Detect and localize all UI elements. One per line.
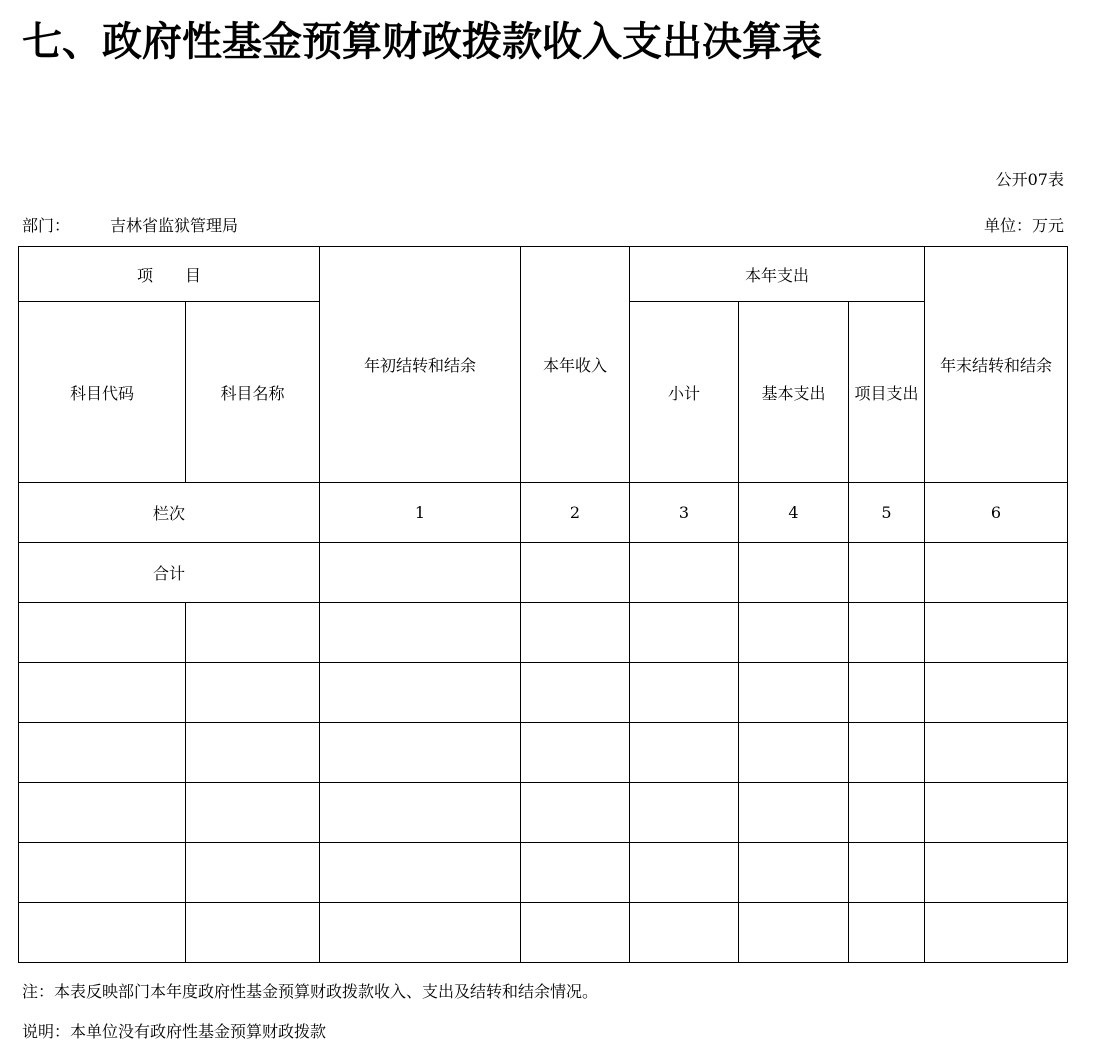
table-cell bbox=[849, 843, 925, 903]
table-cell bbox=[186, 783, 320, 843]
table-cell bbox=[630, 903, 739, 963]
total-label: 合计 bbox=[19, 543, 320, 603]
table-cell bbox=[925, 843, 1068, 903]
table-explanation: 说明：本单位没有政府性基金预算财政拨款 bbox=[22, 1022, 327, 1041]
table-cell bbox=[849, 663, 925, 723]
table-cell bbox=[521, 723, 630, 783]
table-cell bbox=[630, 543, 739, 603]
department-label: 部门： bbox=[22, 216, 71, 235]
table-cell bbox=[521, 663, 630, 723]
table-cell bbox=[925, 663, 1068, 723]
column-number: 1 bbox=[320, 483, 521, 543]
table-cell bbox=[521, 543, 630, 603]
table-cell bbox=[521, 903, 630, 963]
header-project-expense: 项目支出 bbox=[849, 302, 925, 483]
table-cell bbox=[320, 663, 521, 723]
table-cell bbox=[521, 603, 630, 663]
table-cell bbox=[849, 543, 925, 603]
header-income: 本年收入 bbox=[521, 247, 630, 483]
table-cell bbox=[186, 663, 320, 723]
table-cell bbox=[739, 903, 849, 963]
total-row bbox=[19, 543, 1068, 603]
budget-table bbox=[18, 246, 1068, 963]
table-cell bbox=[630, 723, 739, 783]
table-row bbox=[19, 663, 1068, 723]
table-cell bbox=[186, 603, 320, 663]
table-cell bbox=[739, 663, 849, 723]
table-cell bbox=[925, 543, 1068, 603]
page-title: 七、政府性基金预算财政拨款收入支出决算表 bbox=[22, 19, 822, 65]
department-row bbox=[22, 213, 238, 236]
header-subtotal: 小计 bbox=[630, 302, 739, 483]
column-number: 6 bbox=[925, 483, 1068, 543]
header-code: 科目代码 bbox=[19, 302, 186, 483]
table-row bbox=[19, 603, 1068, 663]
table-cell bbox=[739, 543, 849, 603]
table-cell bbox=[630, 663, 739, 723]
table-cell bbox=[849, 783, 925, 843]
table-cell bbox=[320, 843, 521, 903]
table-cell bbox=[849, 903, 925, 963]
table-cell bbox=[320, 543, 521, 603]
table-cell bbox=[186, 723, 320, 783]
table-cell bbox=[925, 723, 1068, 783]
column-number: 2 bbox=[521, 483, 630, 543]
table-cell bbox=[19, 843, 186, 903]
table-cell bbox=[925, 903, 1068, 963]
table-cell bbox=[320, 603, 521, 663]
table-cell bbox=[186, 903, 320, 963]
table-cell bbox=[739, 723, 849, 783]
table-cell bbox=[630, 603, 739, 663]
header-item: 项 目 bbox=[19, 247, 320, 302]
header-name: 科目名称 bbox=[186, 302, 320, 483]
table-cell bbox=[739, 603, 849, 663]
table-row bbox=[19, 783, 1068, 843]
column-number: 5 bbox=[849, 483, 925, 543]
table-note: 注：本表反映部门本年度政府性基金预算财政拨款收入、支出及结转和结余情况。 bbox=[22, 982, 599, 1001]
table-cell bbox=[630, 843, 739, 903]
table-row bbox=[19, 723, 1068, 783]
table-cell bbox=[19, 603, 186, 663]
header-end-balance: 年末结转和结余 bbox=[925, 247, 1068, 483]
table-cell bbox=[925, 783, 1068, 843]
table-cell bbox=[739, 843, 849, 903]
table-cell bbox=[320, 783, 521, 843]
table-row bbox=[19, 903, 1068, 963]
table-cell bbox=[19, 903, 186, 963]
table-cell bbox=[521, 843, 630, 903]
table-cell bbox=[19, 783, 186, 843]
column-numbers-label: 栏次 bbox=[19, 483, 320, 543]
column-number: 4 bbox=[739, 483, 849, 543]
table-cell bbox=[320, 903, 521, 963]
table-cell bbox=[739, 783, 849, 843]
unit-label: 单位：万元 bbox=[983, 216, 1064, 235]
table-cell bbox=[630, 783, 739, 843]
header-basic-expense: 基本支出 bbox=[739, 302, 849, 483]
table-cell bbox=[186, 843, 320, 903]
table-cell bbox=[19, 663, 186, 723]
table-cell bbox=[521, 783, 630, 843]
form-number: 公开07表 bbox=[995, 170, 1064, 189]
table-cell bbox=[925, 603, 1068, 663]
table-row bbox=[19, 843, 1068, 903]
header-expense-group: 本年支出 bbox=[630, 247, 925, 302]
table-cell bbox=[849, 723, 925, 783]
table-cell bbox=[849, 603, 925, 663]
table-cell bbox=[320, 723, 521, 783]
column-number: 3 bbox=[630, 483, 739, 543]
department-name: 吉林省监狱管理局 bbox=[110, 216, 239, 235]
header-begin-balance: 年初结转和结余 bbox=[320, 247, 521, 483]
table-cell bbox=[19, 723, 186, 783]
